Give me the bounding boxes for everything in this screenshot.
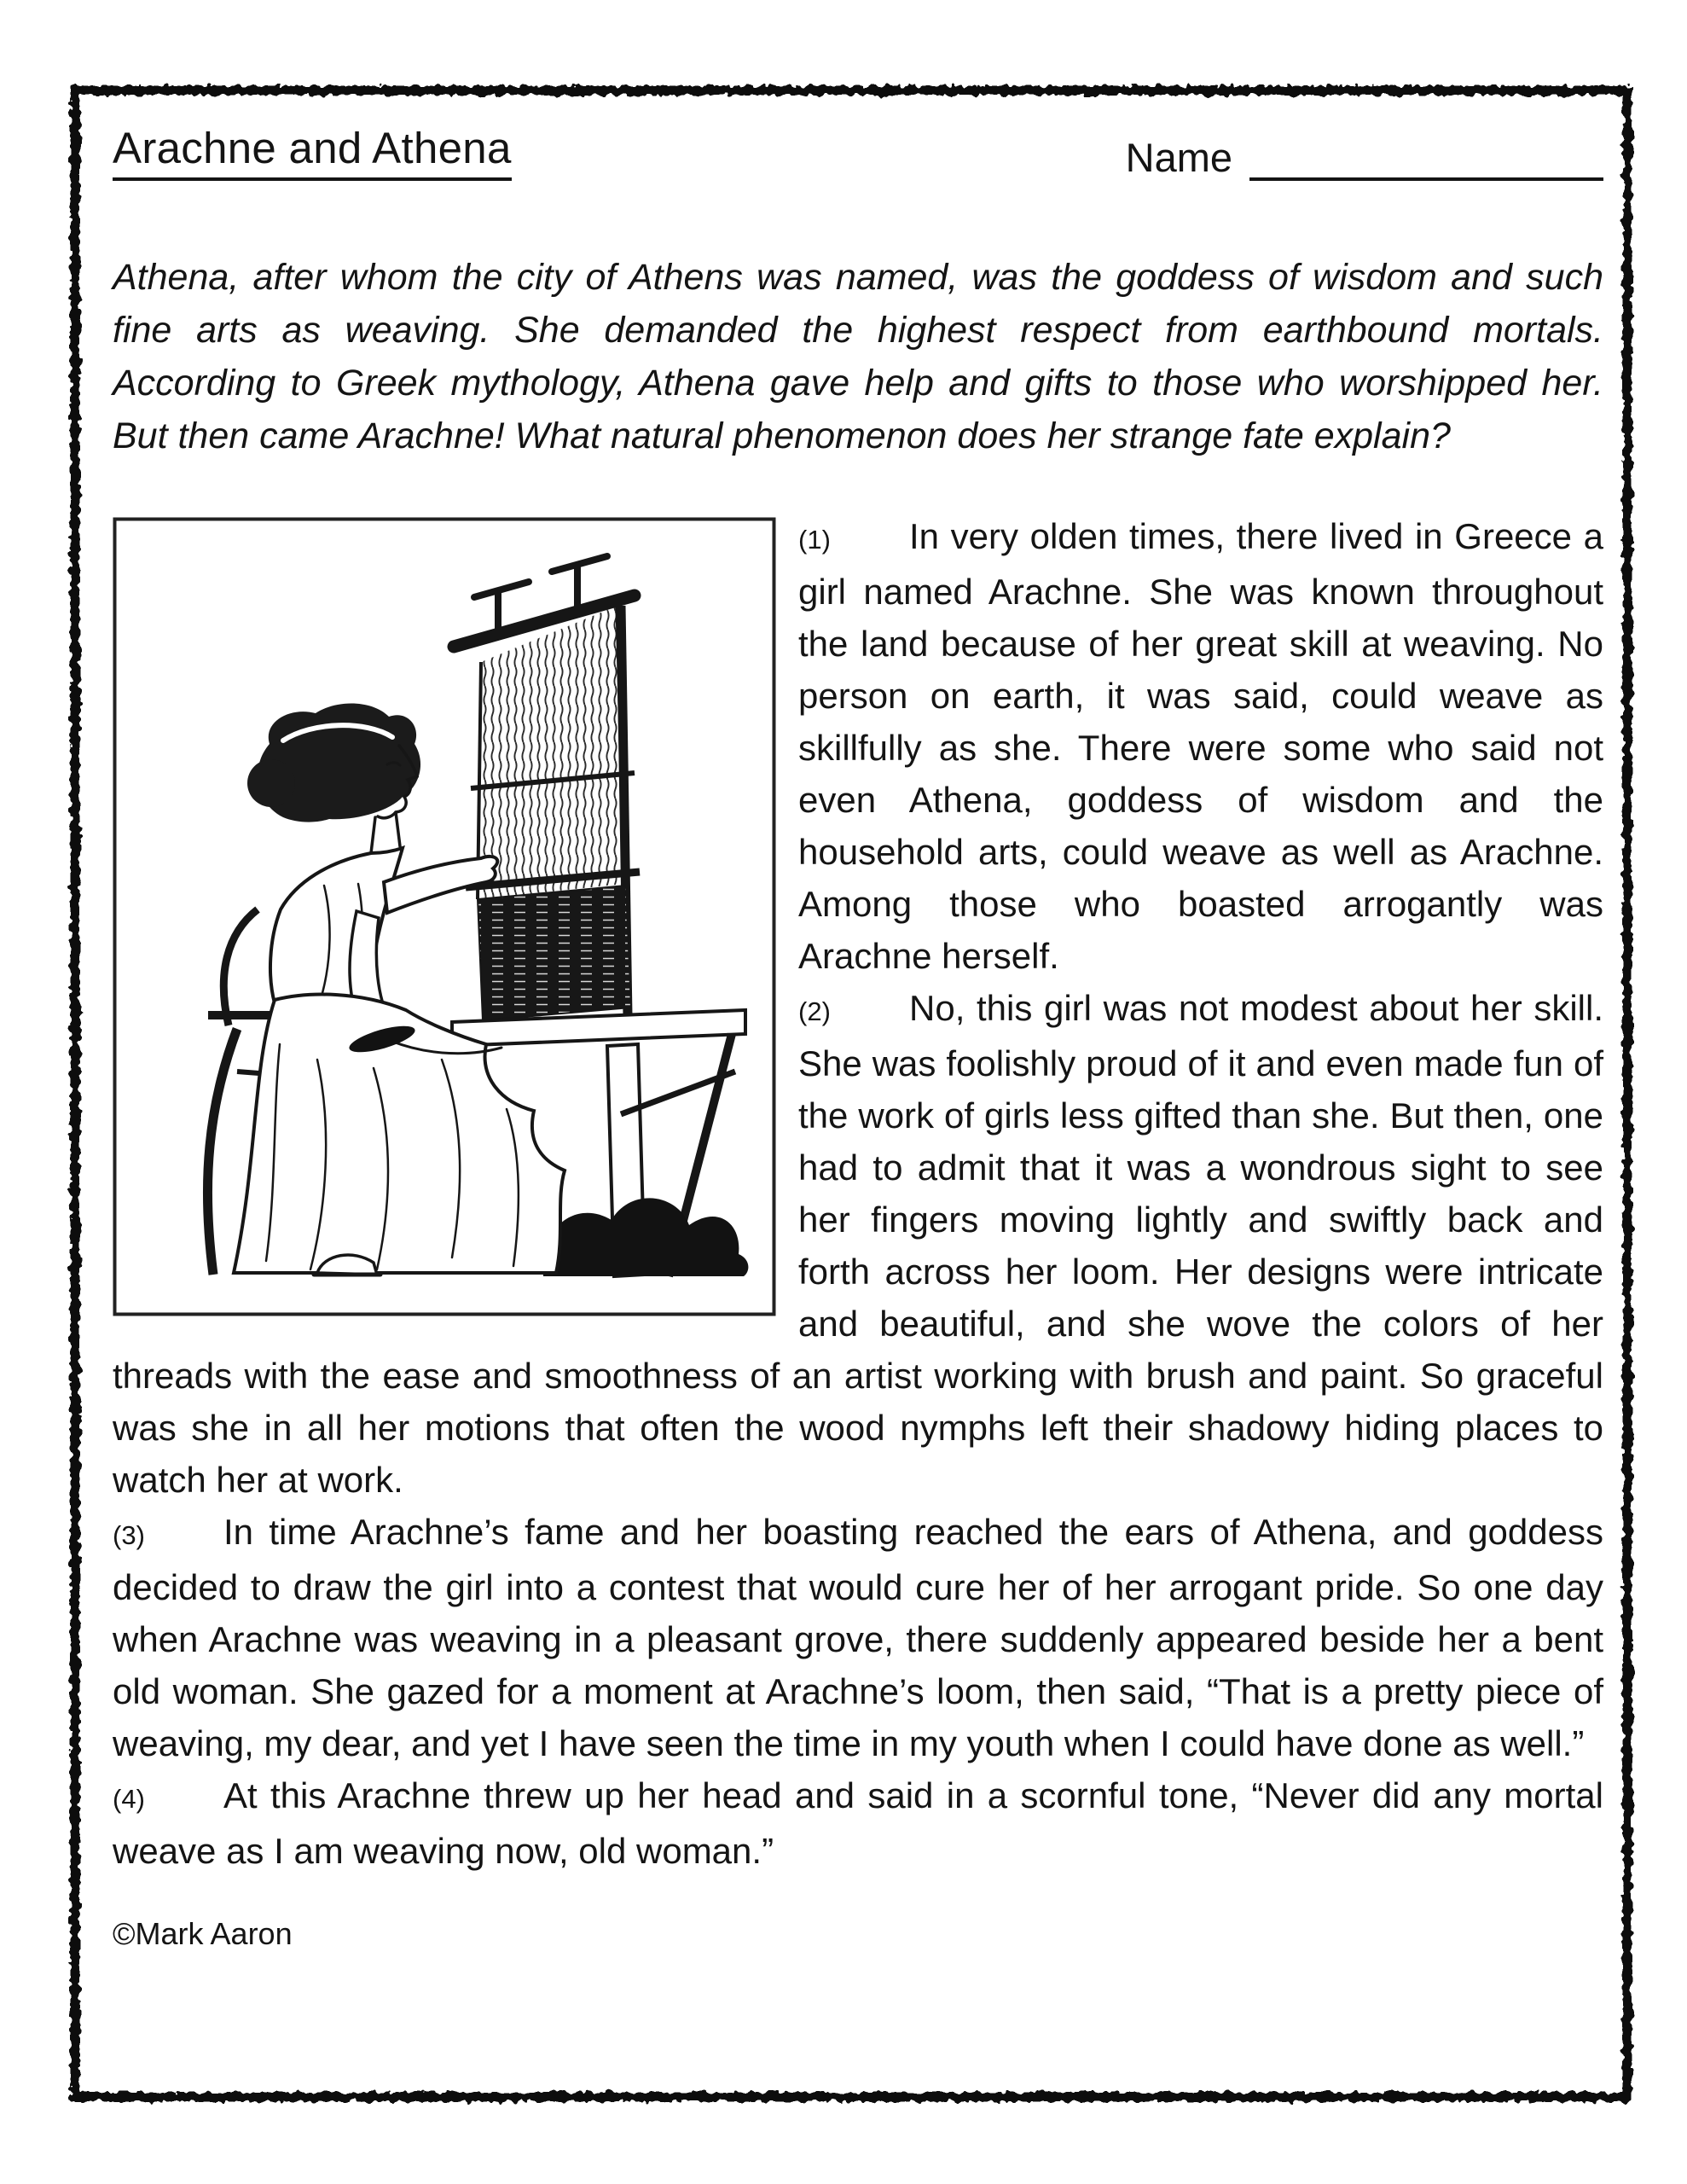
story-body <box>113 510 1603 1877</box>
paragraph-text: No, this girl was not modest about her skill. She was foolishly proud of it and even made fun of the work of girls less gifted than she. But then, one had to admit that it was a wondrous sight to see her fingers moving lightly and swiftly back and forth across her loom. Her designs were intricate and beautiful, and she wove the colors of her threads with the ease and smoothness of an artist working with brush and paint. So graceful was she in all her motions that often the wood nymphs left their shadowy hiding places to watch her at work. <box>113 988 1603 1500</box>
story-paragraph <box>113 1506 1603 1769</box>
name-label: Name <box>1125 135 1232 180</box>
introduction-paragraph: Athena, after whom the city of Athens was named, was the goddess of wisdom and such fine arts as weaving. She demanded the highest respect from earthbound mortals. According to Greek mythology, Athena gave help and gifts to those who worshipped her. But then came Arachne! What natural phenomenon does her strange fate explain? <box>113 257 1603 456</box>
paragraph-text: In very olden times, there lived in Greece a girl named Arachne. She was known throughout the land because of her great skill at weaving. No person on earth, it was said, could weave as skillfully as she. There were some who said not even Athena, goddess of wisdom and the household arts, could weave as well as Arachne. Among those who boasted arrogantly was Arachne herself. <box>798 516 1603 976</box>
copyright: ©Mark Aaron <box>113 1916 293 1951</box>
weaving-illustration <box>113 517 776 1316</box>
story-paragraph <box>113 1769 1603 1877</box>
paragraph-number: (2) <box>798 996 831 1026</box>
header <box>113 123 1603 181</box>
paragraph-number: (1) <box>798 525 831 555</box>
paragraph-text: In time Arachne’s fame and her boasting reached the ears of Athena, and goddess decided to draw the girl into a contest that would cure her of her arrogant pride. So one day when Arachne was weaving in a pleasant grove, there suddenly appeared beside her a bent old woman. She gazed for a moment at Arachne’s loom, then said, “That is a pretty piece of weaving, my dear, and yet I have seen the time in my youth when I could have done as well.” <box>113 1512 1603 1763</box>
page-content <box>113 123 1603 1952</box>
paragraph-number: (3) <box>113 1520 145 1550</box>
paragraph-text: At this Arachne threw up her head and said in a scornful tone, “Never did any mortal weave as I am weaving now, old woman.” <box>113 1775 1603 1871</box>
page-title: Arachne and Athena <box>113 123 512 181</box>
name-field <box>1126 131 1603 181</box>
paragraph-number: (4) <box>113 1784 145 1814</box>
name-blank-line <box>1249 131 1603 181</box>
